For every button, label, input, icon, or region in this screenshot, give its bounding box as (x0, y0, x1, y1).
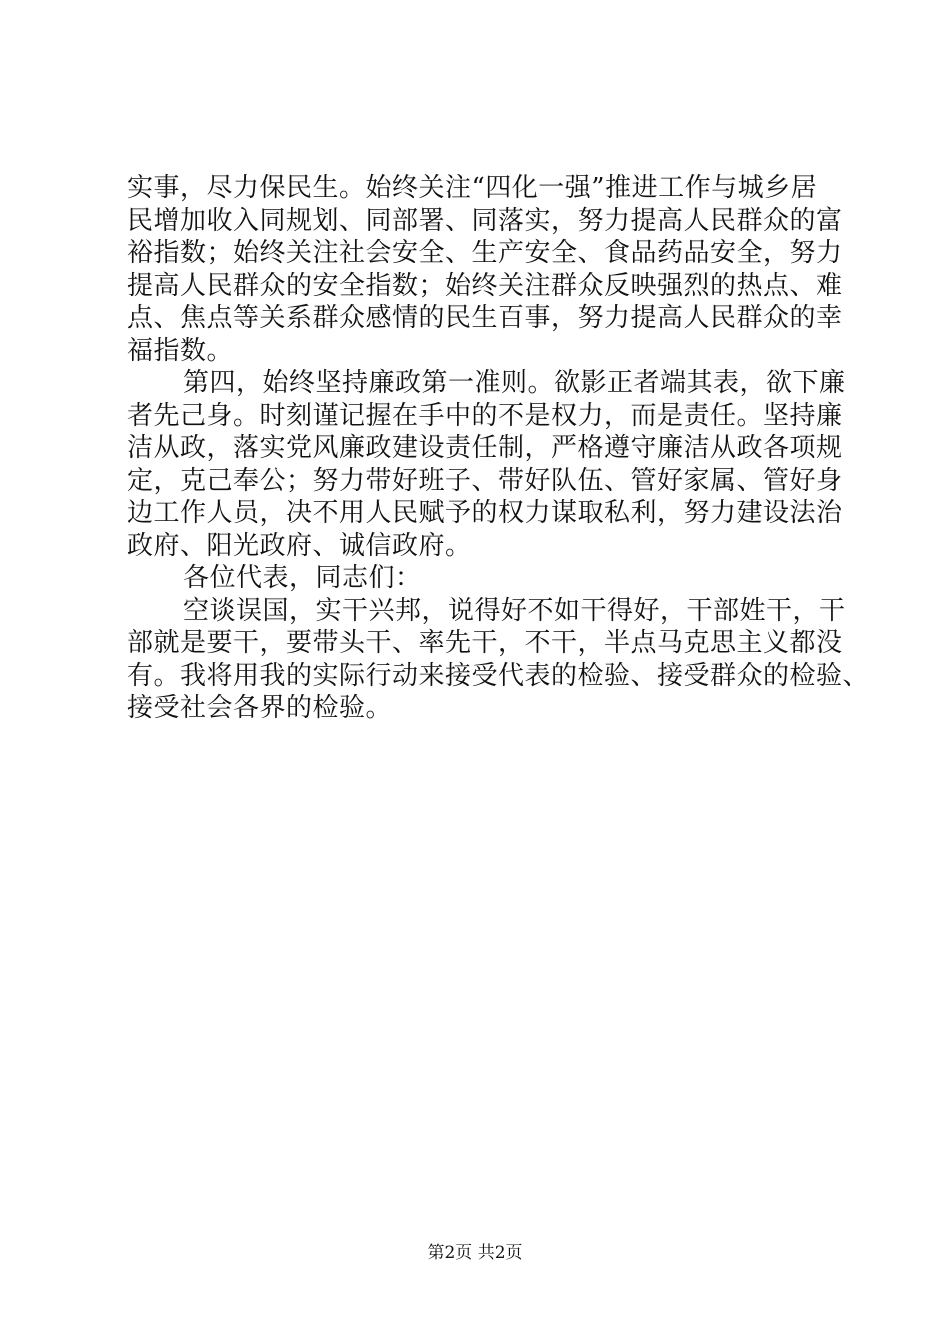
document-body (127, 172, 870, 725)
text-line: 提高人民群众的安全指数；始终关注群众反映强烈的热点、难 (127, 270, 843, 301)
text-line: 各位代表，同志们： (183, 563, 422, 593)
text-line: 第四，始终坚持廉政第一准则。欲影正者端其表，欲下廉 (183, 368, 846, 398)
text-line: 福指数。 (127, 335, 234, 366)
text-line: 接受社会各界的检验。 (127, 693, 393, 723)
text-line: 点、焦点等关系群众感情的民生百事，努力提高人民群众的幸 (127, 303, 843, 333)
text-line: 者先己身。时刻谨记握在手中的不是权力，而是责任。坚持廉 (127, 400, 843, 431)
text-line: 有。我将用我的实际行动来接受代表的检验、接受群众的检验、 (127, 660, 870, 691)
page-footer: 第2页 共2页 (427, 1243, 523, 1263)
text-line: 洁从政，落实党风廉政建设责任制，严格遵守廉洁从政各项规 (127, 433, 843, 463)
text-line: 政府、阳光政府、诚信政府。 (127, 530, 472, 561)
text-line: 民增加收入同规划、同部署、同落实，努力提高人民群众的富 (127, 205, 843, 236)
text-line: 边工作人员，决不用人民赋予的权力谋取私利，努力建设法治 (127, 498, 843, 528)
text-line: 实事，尽力保民生。始终关注“四化一强”推进工作与城乡居 (127, 173, 818, 203)
text-line: 定，克己奉公；努力带好班子、带好队伍、管好家属、管好身 (127, 465, 843, 496)
text-line: 裕指数；始终关注社会安全、生产安全、食品药品安全，努力 (127, 238, 843, 268)
text-line: 空谈误国，实干兴邦，说得好不如干得好，干部姓干，干 (183, 595, 846, 626)
text-line: 部就是要干，要带头干、率先干，不干，半点马克思主义都没 (127, 628, 843, 658)
